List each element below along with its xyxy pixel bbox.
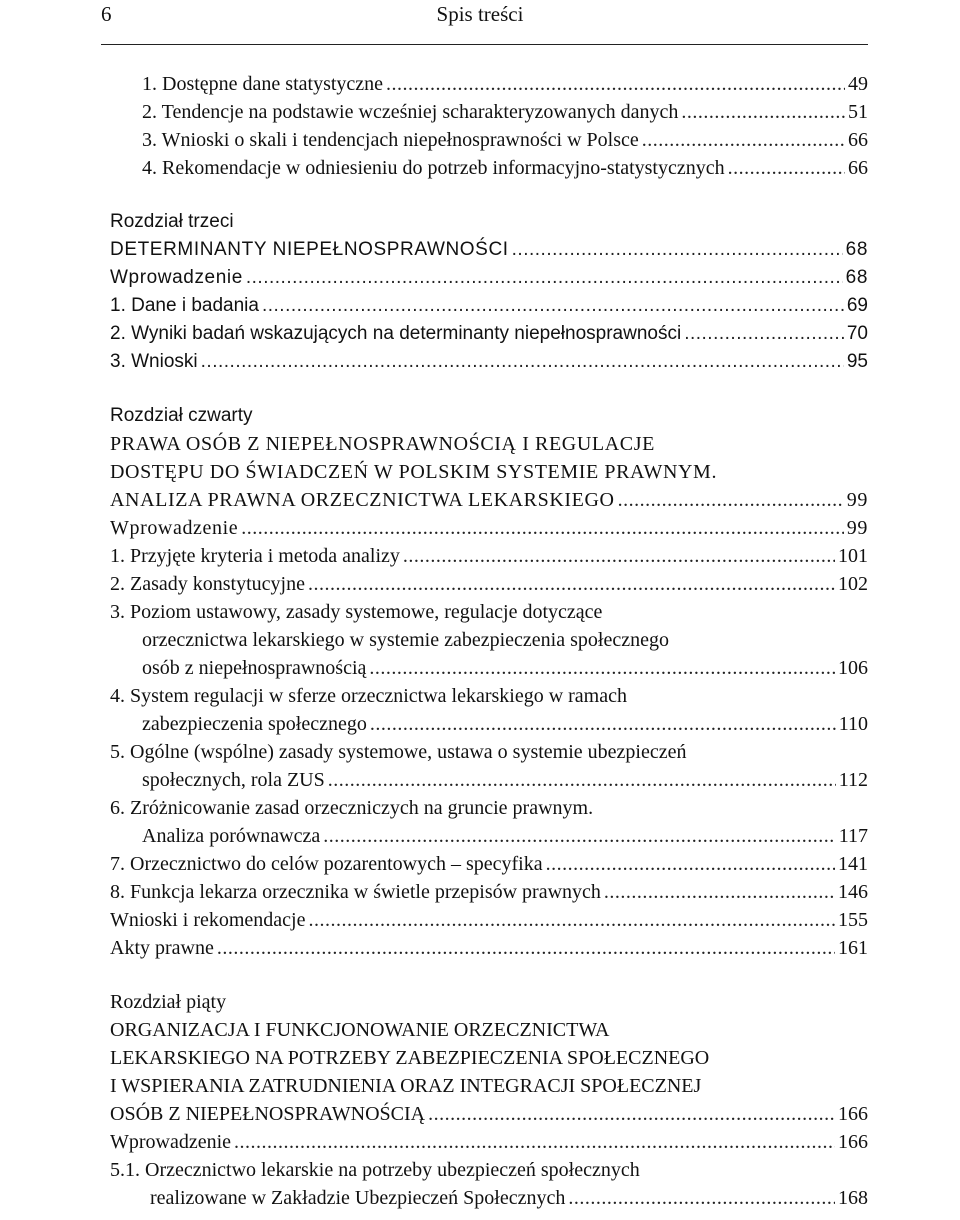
toc-entry[interactable]: społecznych, rola ZUS ..... 112 — [110, 766, 868, 794]
chapter-title[interactable]: OSÓB Z NIEPEŁNOSPRAWNOŚCIĄ ..... 166 — [110, 1100, 868, 1128]
toc-entry-line: 6. Zróżnicowanie zasad orzeczniczych na gruncie prawnym. — [110, 797, 594, 819]
toc-entry[interactable]: 2. Wyniki badań wskazujących na determinanty niepełnosprawności ..... 70 — [110, 320, 868, 348]
toc-entry-line: 5.1. Orzecznictwo lekarskie na potrzeby ubezpieczeń społecznych — [110, 1159, 640, 1181]
table-of-contents — [110, 70, 868, 1212]
toc-entry[interactable]: osób z niepełnosprawnością ..... 106 — [110, 654, 868, 682]
toc-entry[interactable]: Wprowadzenie ..... 99 — [110, 514, 868, 542]
chapter-four — [110, 402, 868, 962]
toc-entry[interactable]: 3. Wnioski ..... 95 — [110, 348, 868, 376]
toc-entry[interactable]: 4. Rekomendacje w odniesieniu do potrzeb informacyjno-statystycznych ..... 66 — [142, 154, 868, 182]
toc-entry-line: 4. System regulacji w sferze orzecznictwa lekarskiego w ramach — [110, 685, 627, 707]
chapter-title-line: LEKARSKIEGO NA POTRZEBY ZABEZPIECZENIA SPOŁECZNEGO — [110, 1047, 710, 1069]
toc-entry[interactable]: Akty prawne ..... 161 — [110, 934, 868, 962]
chapter-title-line: I WSPIERANIA ZATRUDNIENIA ORAZ INTEGRACJI SPOŁECZNEJ — [110, 1075, 702, 1097]
chapter-three — [110, 208, 868, 376]
toc-entry[interactable]: 8. Funkcja lekarza orzecznika w świetle przepisów prawnych ..... 146 — [110, 878, 868, 906]
toc-entry[interactable]: 7. Orzecznictwo do celów pozarentowych – specyfika ..... 141 — [110, 850, 868, 878]
chapter-title[interactable]: DETERMINANTY NIEPEŁNOSPRAWNOŚCI ..... 68 — [110, 236, 868, 264]
page-number: 6 — [101, 2, 112, 26]
chapter-label: Rozdział czwarty — [110, 405, 253, 426]
toc-section-continued — [110, 70, 868, 182]
chapter-title[interactable]: ANALIZA PRAWNA ORZECZNICTWA LEKARSKIEGO ..... 99 — [110, 486, 868, 514]
toc-entry[interactable]: realizowane w Zakładzie Ubezpieczeń Społecznych ..... 168 — [110, 1184, 868, 1212]
toc-entry[interactable]: 1. Dostępne dane statystyczne ..... 49 — [142, 70, 868, 98]
running-title: Spis treści — [436, 2, 524, 26]
toc-entry[interactable]: 2. Tendencje na podstawie wcześniej scharakteryzowanych danych ..... 51 — [142, 98, 868, 126]
chapter-five — [110, 988, 868, 1212]
chapter-title-line: PRAWA OSÓB Z NIEPEŁNOSPRAWNOŚCIĄ I REGULACJE — [110, 433, 655, 455]
header-rule — [101, 44, 868, 45]
toc-entry[interactable]: 1. Dane i badania ..... 69 — [110, 292, 868, 320]
chapter-title-line: ORGANIZACJA I FUNKCJONOWANIE ORZECZNICTWA — [110, 1019, 610, 1041]
toc-entry[interactable]: 3. Wnioski o skali i tendencjach niepełnosprawności w Polsce ..... 66 — [142, 126, 868, 154]
toc-entry[interactable]: Wnioski i rekomendacje ..... 155 — [110, 906, 868, 934]
toc-entry[interactable]: 1. Przyjęte kryteria i metoda analizy ..... 101 — [110, 542, 868, 570]
toc-entry[interactable]: Wprowadzenie ..... 68 — [110, 264, 868, 292]
page-header — [0, 0, 960, 42]
chapter-title-line: DOSTĘPU DO ŚWIADCZEŃ W POLSKIM SYSTEMIE PRAWNYM. — [110, 461, 718, 483]
chapter-label: Rozdział piąty — [110, 991, 227, 1013]
toc-entry[interactable]: zabezpieczenia społecznego ..... 110 — [110, 710, 868, 738]
toc-entry-line: 3. Poziom ustawowy, zasady systemowe, regulacje dotyczące — [110, 601, 603, 623]
toc-entry[interactable]: Wprowadzenie ..... 166 — [110, 1128, 868, 1156]
chapter-label: Rozdział trzeci — [110, 211, 234, 232]
toc-entry[interactable]: Analiza porównawcza ..... 117 — [110, 822, 868, 850]
toc-entry[interactable]: 2. Zasady konstytucyjne ..... 102 — [110, 570, 868, 598]
toc-entry-line: orzecznictwa lekarskiego w systemie zabezpieczenia społecznego — [142, 629, 669, 651]
toc-entry-line: 5. Ogólne (wspólne) zasady systemowe, ustawa o systemie ubezpieczeń — [110, 741, 687, 763]
